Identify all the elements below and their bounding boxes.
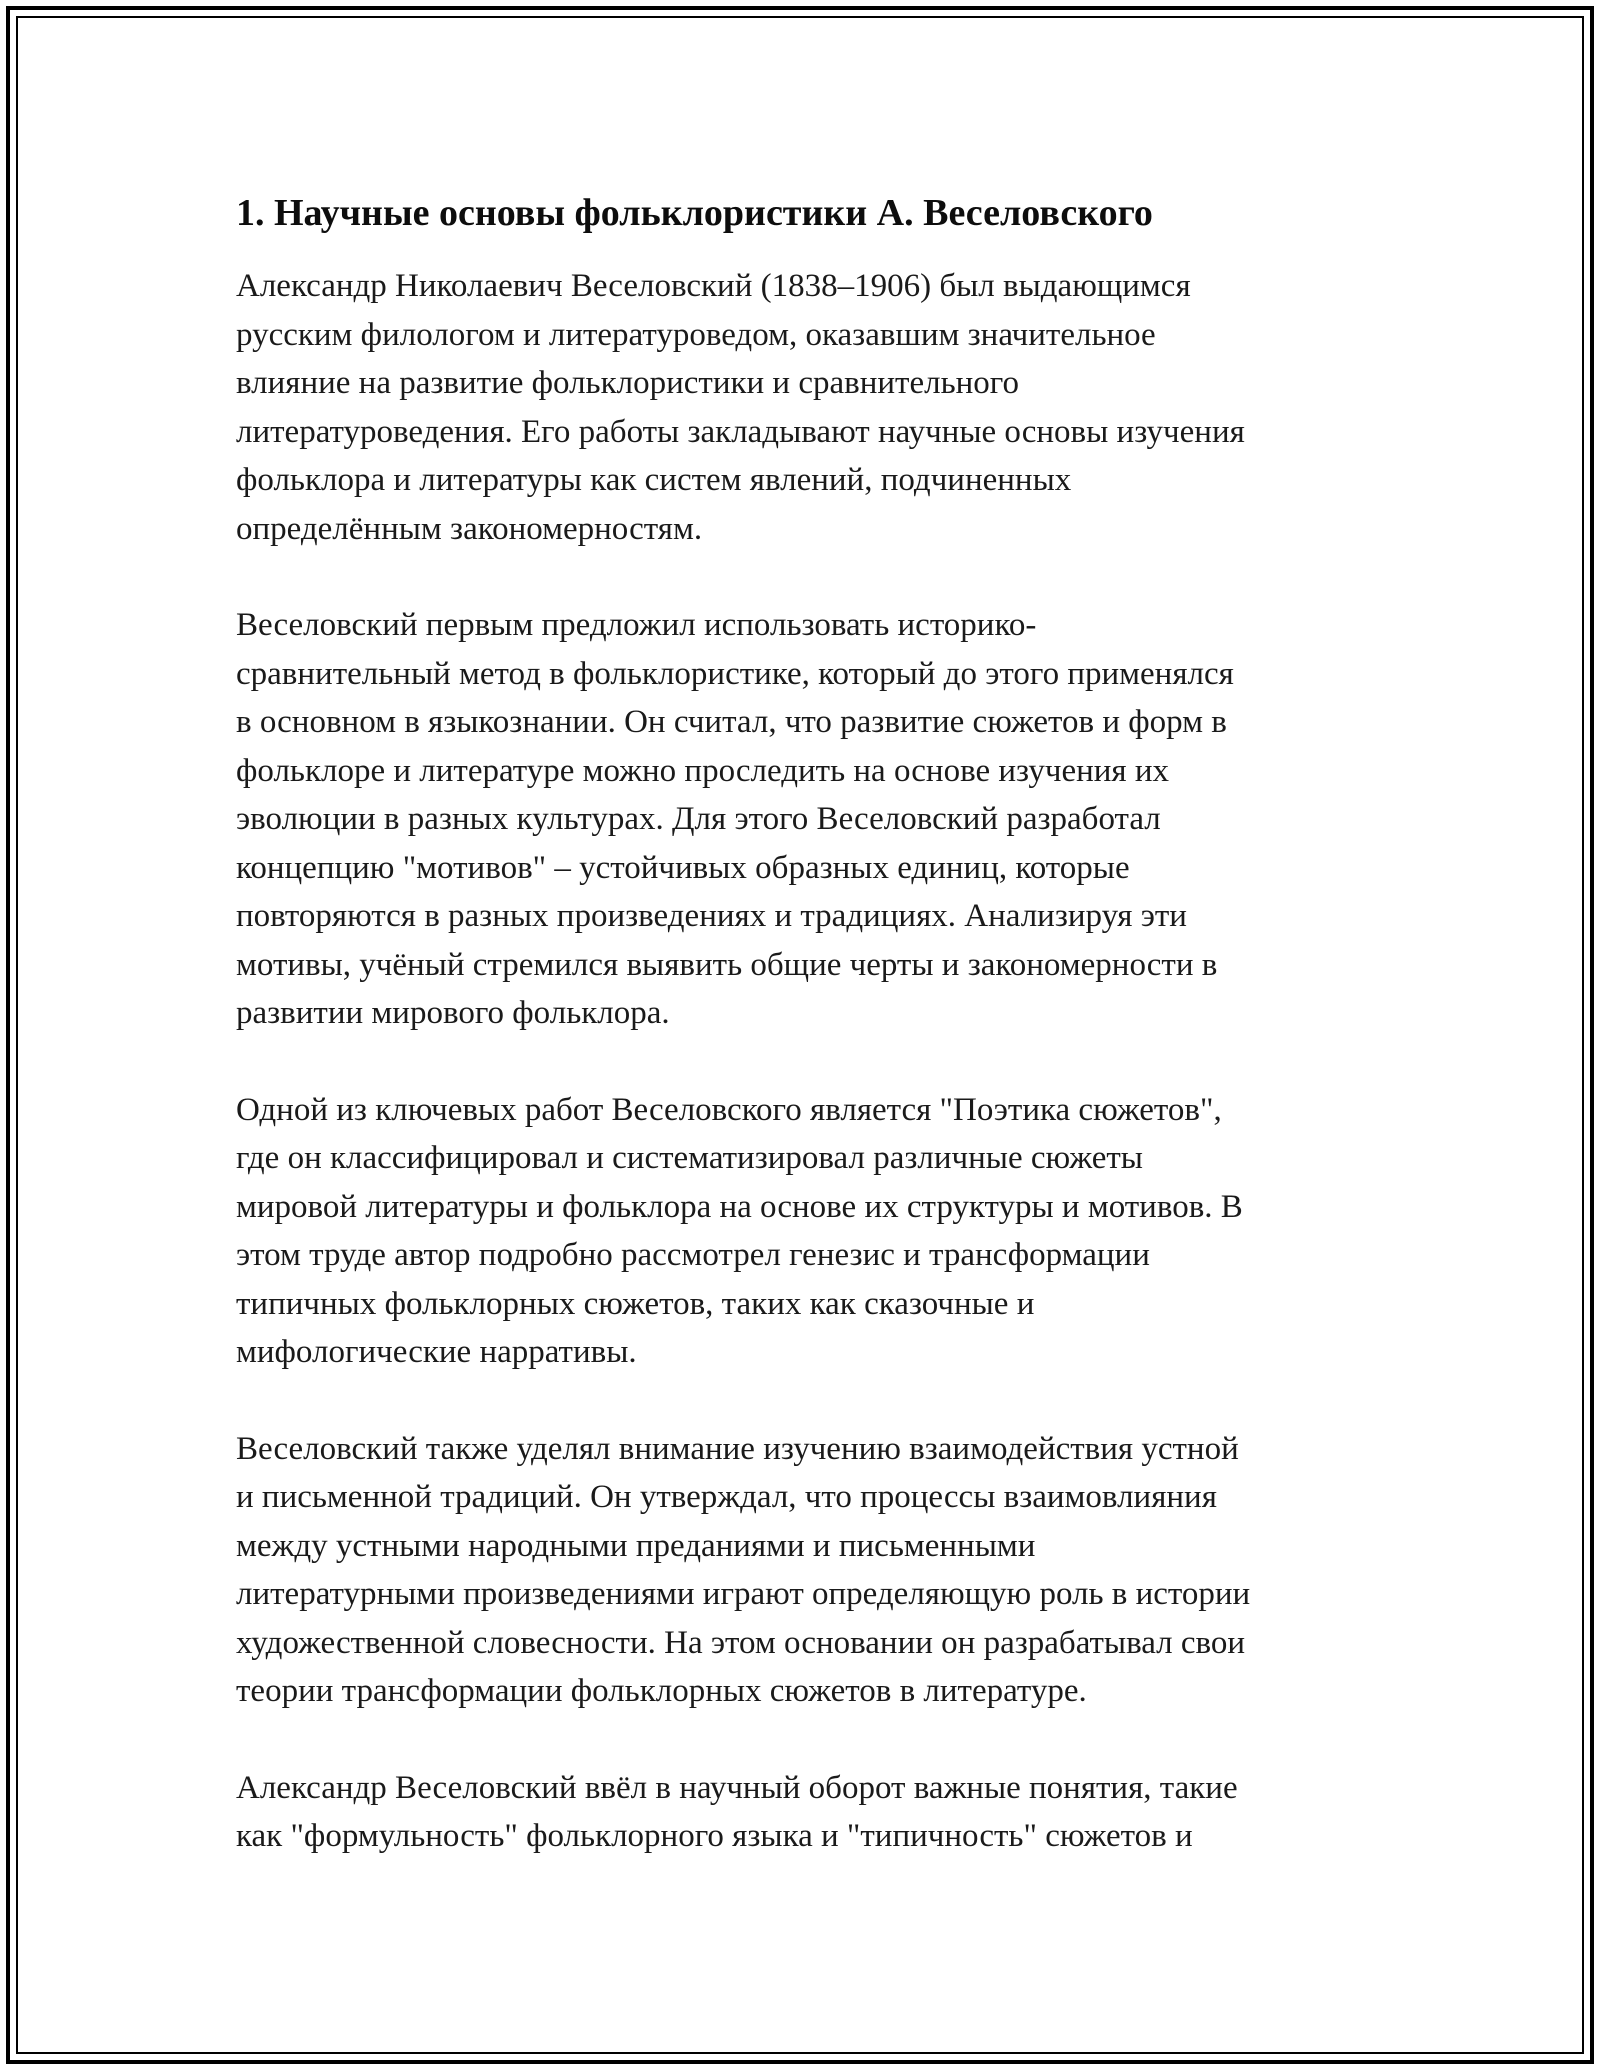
text-line: типичных фольклорных сюжетов, таких как сказочные и [236,1285,1035,1322]
text-line: Александр Николаевич Веселовский (1838–1906) был выдающимся [236,268,1191,304]
section-heading: 1. Научные основы фольклористики А. Веселовского [236,192,1153,234]
text-line: мотивы, учёный стремился выявить общие черты и закономерности в [236,946,1218,983]
text-line: сравнительный метод в фольклористике, который до этого применялся [236,655,1234,692]
text-line: определённым закономерностям. [236,510,703,547]
text-line: концепцию "мотивов" – устойчивых образных единиц, которые [236,849,1130,886]
paragraph-4 [236,1425,1376,1716]
text-line: и письменной традиций. Он утверждал, что процессы взаимовлияния [236,1479,1217,1515]
text-line: развитии мирового фольклора. [236,995,670,1031]
text-line: литературными произведениями играют определяющую роль в истории [236,1576,1251,1612]
text-line: фольклоре и литературе можно проследить на основе изучения их [236,752,1170,789]
text-line: Александр Веселовский ввёл в научный оборот важные понятия, такие [236,1769,1238,1806]
text-line: эволюции в разных культурах. Для этого Веселовский разработал [236,801,1161,837]
text-line: этом труде автор подробно рассмотрел генезис и трансформации [236,1237,1150,1273]
text-line: повторяются в разных произведениях и традициях. Анализируя эти [236,898,1187,934]
text-line: фольклора и литературы как систем явлений, подчиненных [236,462,1072,498]
paragraph-3 [236,1086,1376,1377]
text-line: Веселовский также уделял внимание изучению взаимодействия устной [236,1430,1239,1467]
text-line: Веселовский первым предложил использовать историко- [236,607,1037,643]
document-body [236,186,1376,1909]
text-line: Одной из ключевых работ Веселовского является "Поэтика сюжетов", [236,1091,1222,1128]
text-line: литературоведения. Его работы закладывают научные основы изучения [236,413,1245,450]
text-line: мировой литературы и фольклора на основе их структуры и мотивов. В [236,1188,1243,1225]
text-line: в основном в языкознании. Он считал, что развитие сюжетов и форм в [236,704,1227,740]
text-line: теории трансформации фольклорных сюжетов в литературе. [236,1673,1087,1709]
text-line: между устными народными преданиями и письменными [236,1527,1036,1564]
text-line: где он классифицировал и систематизировал различные сюжеты [236,1140,1143,1176]
paragraph-2 [236,601,1376,1038]
text-line: художественной словесности. На этом основании он разрабатывал свои [236,1624,1246,1661]
text-line: русским филологом и литературоведом, оказавшим значительное [236,316,1156,353]
text-line: влияние на развитие фольклористики и сравнительного [236,365,1019,401]
text-line: как "формульность" фольклорного языка и "типичность" сюжетов и [236,1818,1193,1854]
paragraph-5 [236,1764,1376,1861]
paragraph-1 [236,262,1376,553]
text-line: мифологические нарративы. [236,1334,637,1370]
